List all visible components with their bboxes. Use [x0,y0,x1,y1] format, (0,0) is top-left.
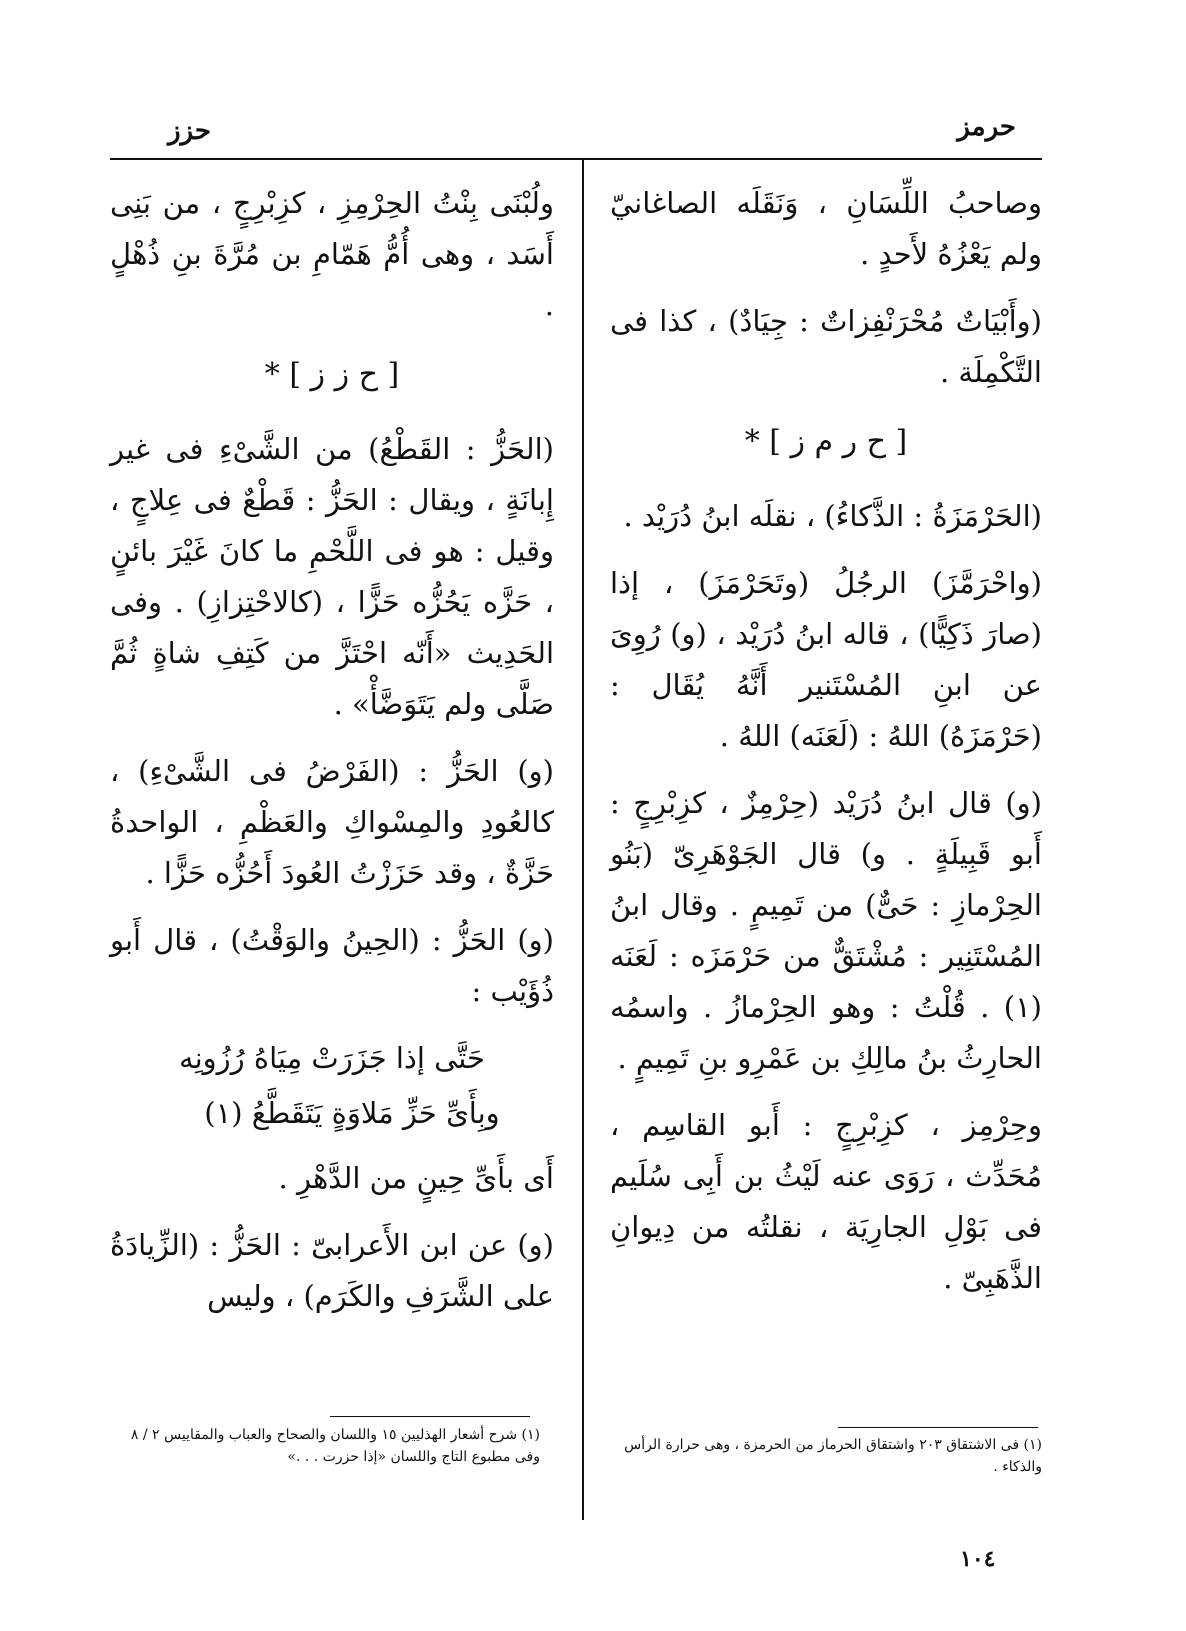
running-head-left: حزز [168,116,211,146]
footnote: (١) فى الاشتقاق ٢٠٣ واشتقاق الحرماز من الحرمزة ، وهى حرارة الرأس والذكاء . [624,1437,1042,1475]
page-number: ١٠٤ [960,1546,996,1572]
paragraph: وحِرْمِز ، كزِبْرِجٍ : أَبو القاسِم ، مُحَدِّث ، رَوَى عنه لَيْثُ بن أَبِى سُلَيم فى بَوْلِ الجارِيَة ، نقلتُه من دِيوانِ الذَّهَبِىّ . [610,1108,1042,1295]
column-divider [582,160,584,1520]
entry-heading: [ ح ز ز ] * [264,357,400,392]
header-rule [110,158,1042,160]
left-column [110,178,554,1338]
paragraph: (واحْرَمَّزَ) الرجُلُ (وتَحَرْمَزَ) ، إذا (صارَ ذَكِيًّا) ، قاله ابنُ دُرَيْد ، (و) رُوِىَ عن ابنِ المُسْتَنير أَنَّهُ يُقَال : (حَرْمَزَهُ) اللهُ : (لَعَنَه) اللهُ . [610,566,1042,753]
paragraph: (وأَبْيَاتٌ مُحْرَنْفِزاتٌ : جِيَادٌ) ، كذا فى التَّكْمِلَة . [610,304,1042,389]
verse-line: وبِأَىِّ حَزِّ مَلاوَةٍ يَتَقَطَّعُ (١) [204,1096,500,1130]
footnote-rule [838,1427,1038,1428]
paragraph: (الحَزُّ : القَطْعُ) من الشَّىْءِ فى غير إِبانَةٍ ، ويقال : الحَزُّ : قَطْعٌ فى عِلاجٍ ، وقيل : هو فى اللَّحْمِ ما كانَ غَيْرَ بائنٍ ، حَزَّه يَحُزُّه حَزًّا ، (كالاحْتِزازِ) . وفى الحَدِيث «أَنّه احْتَزَّ من كَتِفِ شاةٍ ثُمَّ صَلَّى ولم يَتَوَضَّأْ» . [110,432,554,721]
paragraph: (و) الحَزُّ : (الفَرْضُ فى الشَّىْءِ) ، كالعُودِ والمِسْواكِ والعَظْمِ ، الواحدةُ حَزَّةٌ ، وقد حَزَزْتُ العُودَ أَحُزُّه حَزًّا . [110,754,554,890]
right-column [610,178,1042,1320]
paragraph: وصاحبُ اللِّسَانِ ، وَنَقَلَه الصاغانيّ ولم يَعْزُهُ لأَحدٍ . [610,186,1042,271]
running-head-right: حرمز [957,112,1016,142]
verse-line: حَتَّى إذا جَزَرَتْ مِيَاهُ رُزُونِه [179,1041,485,1075]
paragraph: ولُبْنَى بِنْتُ الحِرْمِزِ ، كزِبْرِجٍ ، من بَنِى أَسَد ، وهى أُمُّ هَمّامِ بن مُرَّةَ بنِ ذُهْلٍ . [110,186,554,322]
paragraph: أَى بأَىِّ حِينٍ من الدَّهْرِ . [278,1161,554,1195]
entry-heading: [ ح ر م ز ] * [744,424,908,459]
footnote-rule [330,1416,530,1417]
footnote: (١) شرح أشعار الهذليين ١٥ واللسان والصحاح والعباب والمقاييس ٢ / ٨ وفى مطبوع التاج واللسان «إذا حزرت . . .» [130,1427,540,1465]
paragraph: (و) عن ابن الأَعرابىّ : الحَزُّ : (الزِّيادَةُ على الشَّرَفِ والكَرَم) ، وليس [110,1228,554,1313]
paragraph: (و) الحَزُّ : (الحِينُ والوَقْتُ) ، قال أَبو ذُؤَيْب : [110,923,554,1008]
paragraph: (الحَرْمَزَةُ : الذَّكاءُ) ، نقلَه ابنُ دُرَيْد . [623,499,1042,533]
paragraph: (و) قال ابنُ دُرَيْد (حِرْمِزٌ ، كزِبْرِجٍ : أَبو قَبِيلَةٍ . و) قال الجَوْهَرِىّ (بَنُو الحِرْمازِ : حَىٌّ) من تَمِيمٍ . وقال ابنُ المُسْتَنِير : مُشْتَقٌّ من حَرْمَزَه : لَعَنَه (١) . قُلْتُ : وهو الحِرْمازُ . واسمُه الحارِثُ بنُ مالِكِ بن عَمْرِو بنِ تَمِيمٍ . [610,786,1042,1075]
